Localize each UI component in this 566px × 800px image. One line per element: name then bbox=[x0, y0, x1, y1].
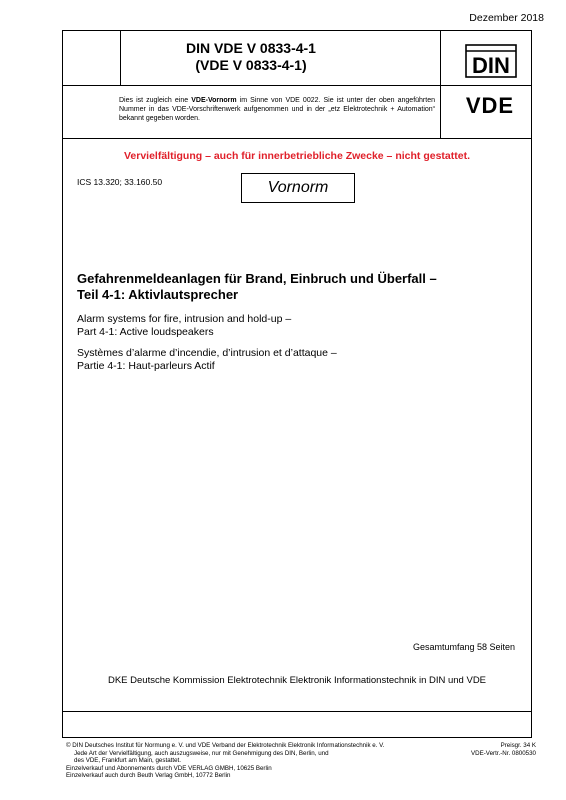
title-line-1: DIN VDE V 0833-4-1 bbox=[186, 40, 316, 56]
title-english-line-2: Part 4-1: Active loudspeakers bbox=[77, 325, 214, 338]
total-pages: Gesamtumfang 58 Seiten bbox=[412, 642, 515, 652]
vde-logo: VDE bbox=[465, 93, 515, 118]
document-number bbox=[62, 40, 440, 74]
din-logo bbox=[450, 38, 532, 84]
vde-note-text: Dies ist zugleich eine bbox=[119, 97, 192, 104]
footer-copyright bbox=[66, 742, 426, 780]
divider bbox=[63, 711, 531, 712]
title-english bbox=[77, 313, 291, 338]
title-german bbox=[77, 271, 437, 303]
din-logo-text: DIN bbox=[472, 53, 510, 78]
footer-line: Einzelverkauf und Abonnements durch VDE VERLAG GMBH, 10625 Berlin bbox=[66, 764, 272, 772]
vde-note bbox=[119, 96, 435, 123]
title-line-2: (VDE V 0833-4-1) bbox=[195, 57, 307, 73]
divider bbox=[63, 138, 531, 139]
title-german-line-1: Gefahrenmeldeanlagen für Brand, Einbruch und Überfall – bbox=[77, 271, 437, 286]
footer-line: des VDE, Frankfurt am Main, gestattet. bbox=[74, 757, 181, 765]
document-frame bbox=[62, 30, 532, 738]
vde-note-text: im Sinne von VDE 0022. Sie ist unter der oben angeführten Nummer in das VDE-Vorschriftenwerk aufgenommen und in der „etz Elektrotechnik + Automation“ bekannt gegeben worden. bbox=[119, 97, 435, 122]
footer-price bbox=[471, 742, 536, 757]
price-group: Preisgr. 34 K bbox=[500, 742, 536, 749]
title-french bbox=[77, 347, 337, 372]
dke-line: DKE Deutsche Kommission Elektrotechnik Elektronik Informationstechnik in DIN und VDE bbox=[107, 675, 487, 686]
vde-note-bold: VDE-Vornorm bbox=[191, 97, 237, 104]
title-french-line-2: Partie 4-1: Haut-parleurs Actif bbox=[77, 359, 215, 372]
title-french-line-1: Systèmes d’alarme d’incendie, d’intrusion et d’attaque – bbox=[77, 347, 337, 359]
footer-line: Jede Art der Vervielfältigung, auch auszugsweise, nur mit Genehmigung des DIN, Berlin, und bbox=[74, 749, 329, 757]
document-type-box bbox=[241, 173, 355, 203]
ics-code: ICS 13.320; 33.160.50 bbox=[77, 177, 163, 187]
copy-warning: Vervielfältigung – auch für innerbetriebliche Zwecke – nicht gestattet. bbox=[123, 150, 470, 162]
title-german-line-2: Teil 4-1: Aktivlautsprecher bbox=[77, 287, 239, 302]
din-logo-icon bbox=[465, 44, 517, 78]
document-type-label: Vornorm bbox=[267, 179, 329, 196]
vde-order-number: VDE-Vertr.-Nr. 0800530 bbox=[471, 749, 536, 757]
title-english-line-1: Alarm systems for fire, intrusion and hold-up – bbox=[77, 313, 292, 325]
publication-date: Dezember 2018 bbox=[469, 12, 544, 24]
footer-line: Einzelverkauf auch durch Beuth Verlag GmbH, 10772 Berlin bbox=[66, 772, 231, 780]
divider bbox=[63, 85, 531, 86]
footer-line: © DIN Deutsches Institut für Normung e. V. und VDE Verband der Elektrotechnik Elektronik Informationstechnik e. V. bbox=[66, 742, 385, 749]
